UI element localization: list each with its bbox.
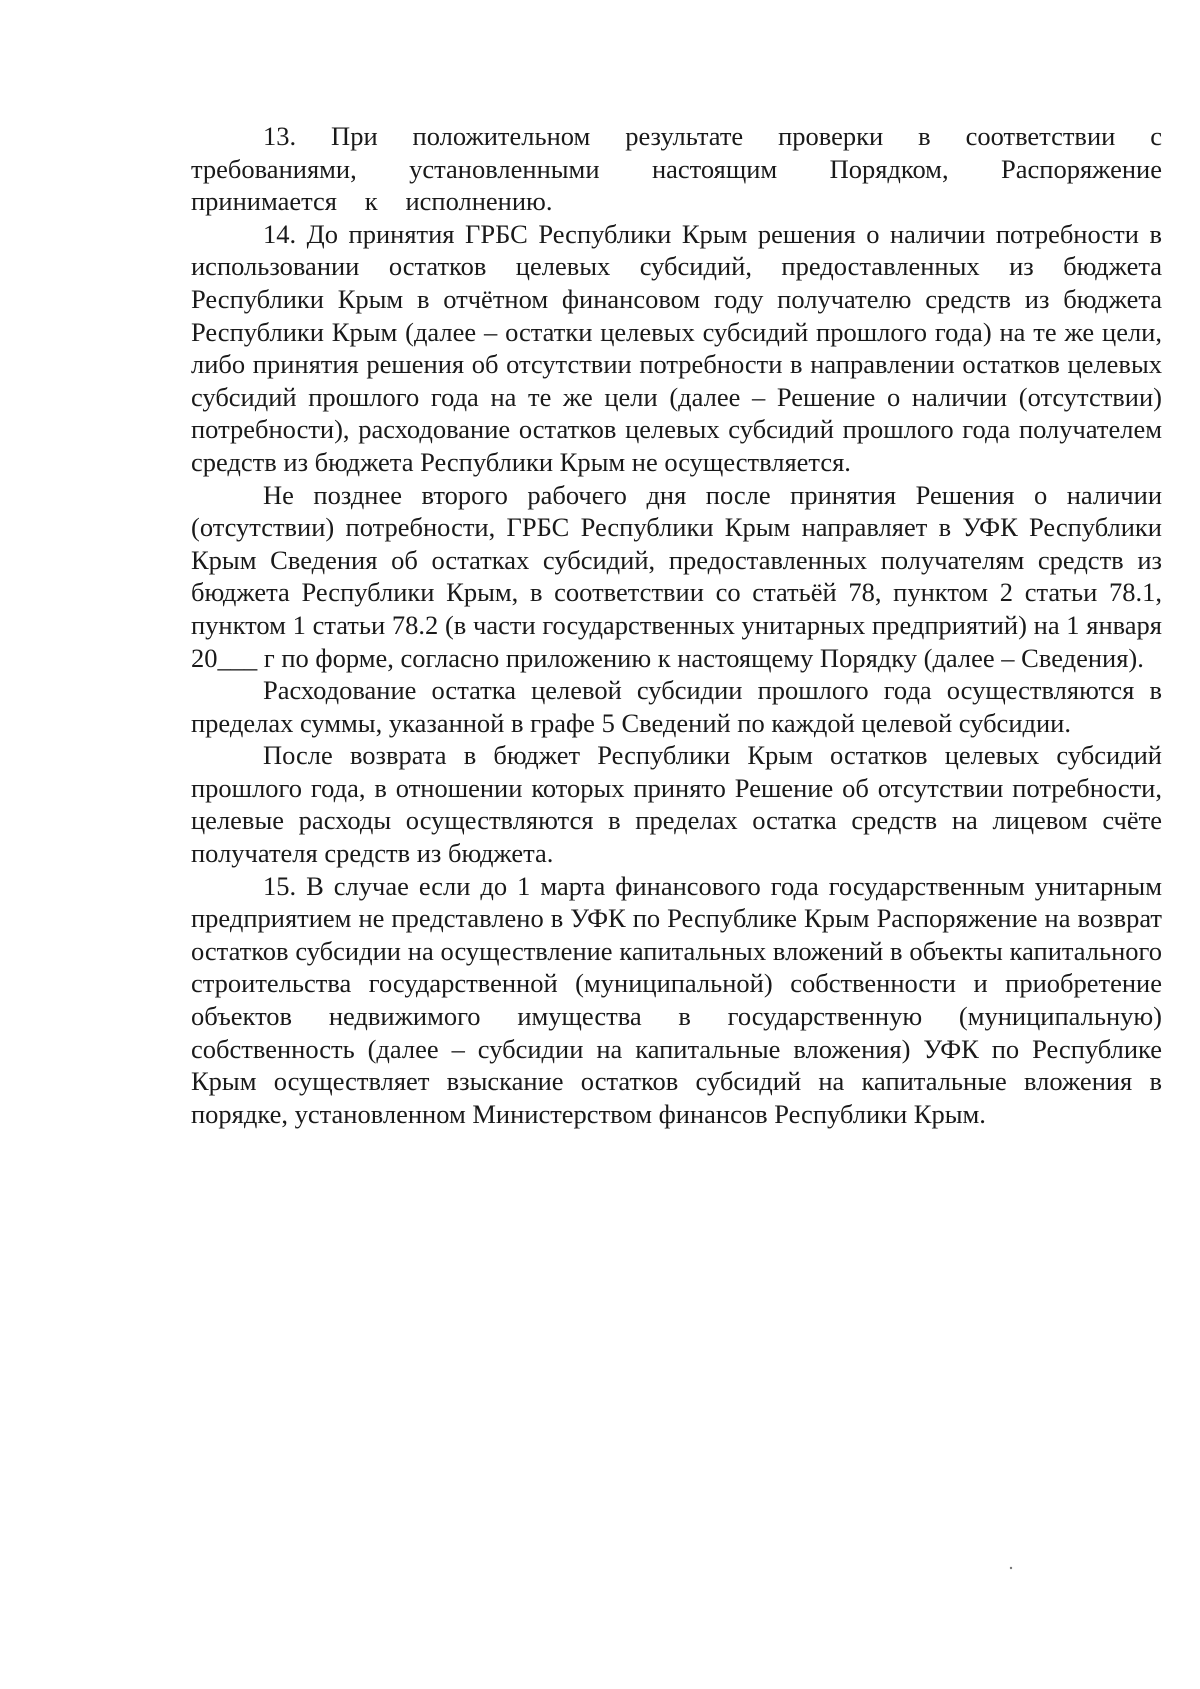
paragraph-deadline-info: Не позднее второго рабочего дня после принятия Решения о наличии (отсутствии) потребности, ГРБС Республики Крым направляет в УФК Республики Крым Сведения об остатках субсидий, предоставленных получателям средств из бюджета Республики Крым, в соответствии со статьёй 78, пунктом 2 статьи 78.1, пунктом 1 статьи 78.2 (в части государственных унитарных предприятий) на 1 января 20___ г по форме, согласно приложению к настоящему Порядку (далее – Сведения). (191, 479, 1162, 673)
paragraph-13: 13. При положительном результате проверки в соответствии с требованиями, установленными настоящим Порядком, Распоряжение принимается к исполнению. (191, 121, 1162, 217)
paragraph-14: 14. До принятия ГРБС Республики Крым решения о наличии потребности в использовании остатков целевых субсидий, предоставленных из бюджета Республики Крым в отчётном финансовом году получателю средств из бюджета Республики Крым (далее – остатки целевых субсидий прошлого года) на те же цели, либо принятия решения об отсутствии потребности в направлении остатков целевых субсидий прошлого года на те же цели (далее – Решение о наличии (отсутствии) потребности), расходование остатков целевых субсидий прошлого года получателем средств из бюджета Республики Крым не осуществляется. (191, 218, 1162, 477)
paragraph-after-return: После возврата в бюджет Республики Крым остатков целевых субсидий прошлого года, в отношении которых принято Решение об отсутствии потребности, целевые расходы осуществляются в пределах остатка средств на лицевом счёте получателя средств из бюджета. (191, 740, 1162, 869)
paragraph-15: 15. В случае если до 1 марта финансового года государственным унитарным предприятием не представлено в УФК по Республике Крым Распоряжение на возврат остатков субсидии на осуществление капитальных вложений в объекты капитального строительства государственной (муниципальной) собственности и приобретение объектов недвижимого имущества в государственную (муниципальную) собственность (далее – субсидии на капитальные вложения) УФК по Республике Крым осуществляет взыскание остатков субсидий на капитальные вложения в порядке, установленном Министерством финансов Республики Крым. (191, 870, 1162, 1129)
paragraph-spending-limit: Расходование остатка целевой субсидии прошлого года осуществляются в пределах суммы, указанной в графе 5 Сведений по каждой целевой субсидии. (191, 675, 1162, 738)
scan-speck (1010, 1567, 1012, 1569)
